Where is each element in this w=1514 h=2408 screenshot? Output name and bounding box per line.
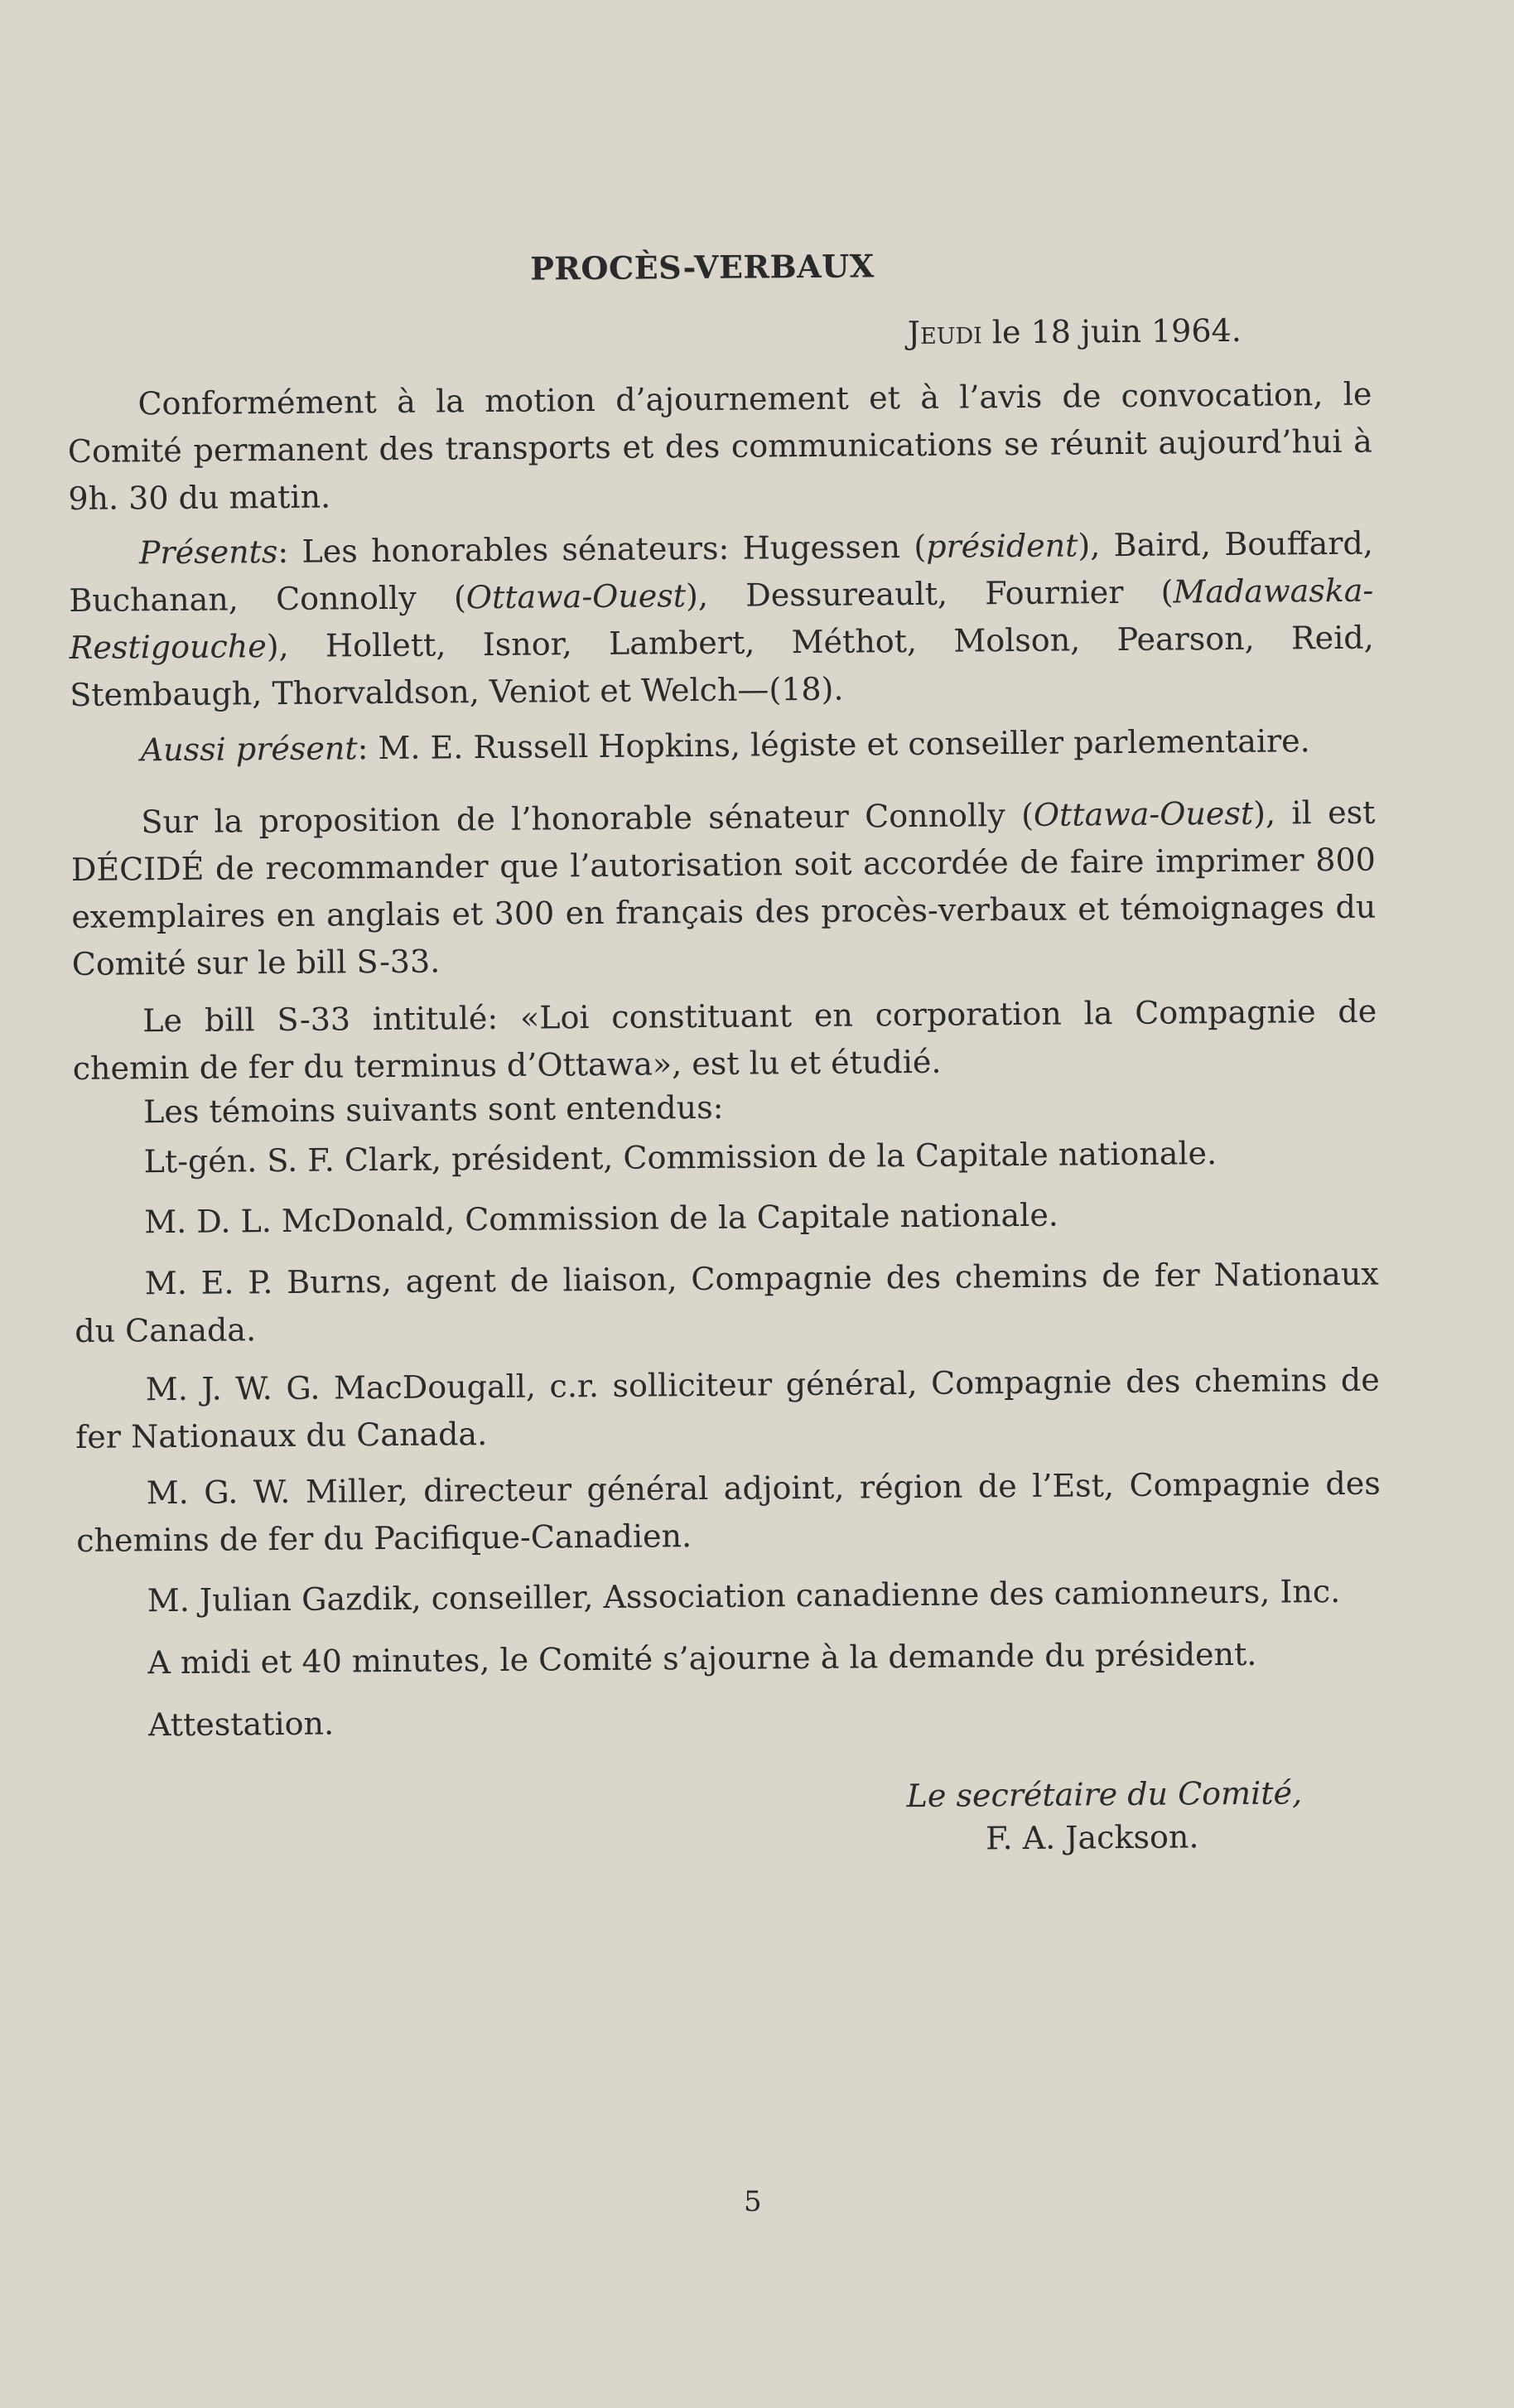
proposition-text-a: Sur la proposition de l’honorable sénateur Connolly ( — [141, 796, 1034, 841]
document-content — [66, 239, 1381, 1857]
page-number: 5 — [744, 2185, 762, 2218]
witness-item: M. E. P. Burns, agent de liaison, Compagnie des chemins de fer Nationaux du Canada. — [75, 1255, 1379, 1349]
witness-item: M. Julian Gazdik, conseiller, Association canadienne des camionneurs, Inc. — [147, 1572, 1341, 1619]
aussi-present-label: Aussi présent — [140, 730, 358, 769]
date-day: Jeudi — [907, 314, 983, 352]
proposition-ottawa: Ottawa-Ouest — [1033, 794, 1254, 833]
witness-item: M. D. L. McDonald, Commission de la Capitale nationale. — [144, 1196, 1059, 1241]
paragraph-adjournment: A midi et 40 minutes, le Comité s’ajourne à la demande du président. — [147, 1635, 1257, 1682]
paragraph-bill: Le bill S-33 intitulé: «Loi constituant en corporation la Compagnie de chemin de fer du terminus d’Ottawa», est lu et étudié. — [72, 992, 1377, 1087]
presents-text-a: : Les honorables sénateurs: Hugessen ( — [277, 528, 927, 571]
signature-title: Le secrétaire du Comité, — [906, 1774, 1303, 1815]
witnesses-intro: Les témoins suivants sont entendus: — [143, 1088, 724, 1131]
paragraph-presents — [69, 520, 1375, 719]
paragraph-attestation: Attestation. — [147, 1705, 335, 1744]
presents-text-d: ), Hollett, Isnor, Lambert, Méthot, Molson, Pearson, Reid, Stembaugh, Thorvaldson, Veniot et Welch—(18). — [70, 619, 1374, 713]
presents-label: Présents — [138, 533, 278, 572]
presents-madawaska: Madawaska-Restigouche — [69, 572, 1374, 666]
proposition-text-b: ), il est DÉCIDÉ de recommander que l’autorisation soit accordée de faire imprimer 800 exemplaires en anglais et 300 en français des procès-verbaux et témoignages du Comité sur le bill S-33. — [70, 794, 1377, 982]
presents-text-b: ), Baird, Bouffard, Buchanan, Connolly ( — [69, 524, 1374, 619]
witness-item: Lt-gén. S. F. Clark, président, Commission de la Capitale nationale. — [143, 1135, 1217, 1180]
meeting-date — [908, 307, 1242, 357]
presents-ottawa: Ottawa-Ouest — [465, 577, 687, 616]
signature-name: F. A. Jackson. — [985, 1818, 1199, 1857]
date-rest: le 18 juin 1964. — [981, 311, 1242, 351]
witness-item: M. J. W. G. MacDougall, c.r. solliciteur général, Compagnie des chemins de fer Nationaux du Canada. — [75, 1361, 1380, 1455]
paragraph-aussi-present — [70, 717, 1375, 775]
presents-president: président — [926, 527, 1078, 565]
witness-item: M. G. W. Miller, directeur général adjoint, région de l’Est, Compagnie des chemins de fer du Pacifique-Canadien. — [76, 1465, 1381, 1559]
paragraph-proposition — [70, 789, 1377, 988]
page-title: PROCÈS-VERBAUX — [530, 247, 875, 287]
paragraph-convocation: Conformément à la motion d’ajournement et à l’avis de convocation, le Comité permanent des transports et des communications se réunit aujourd’hui à 9h. 30 du matin. — [67, 375, 1373, 517]
aussi-present-text: : M. E. Russell Hopkins, légiste et conseiller parlementaire. — [357, 722, 1310, 767]
presents-text-c: ), Dessureault, Fournier ( — [685, 573, 1174, 615]
